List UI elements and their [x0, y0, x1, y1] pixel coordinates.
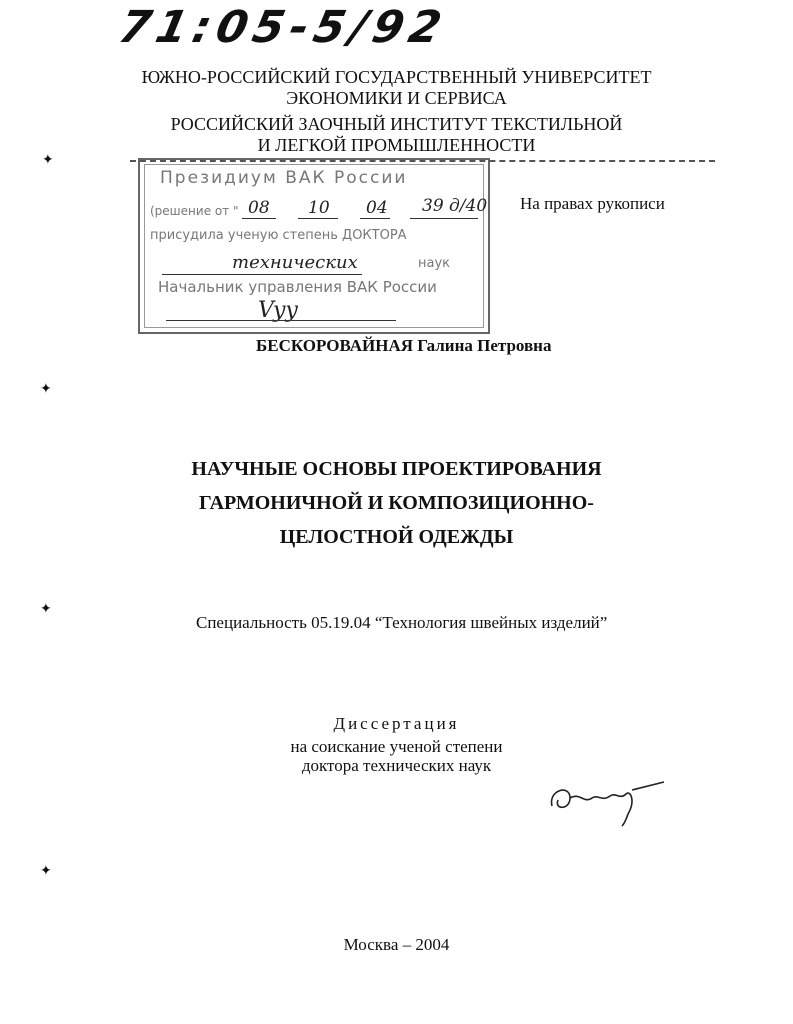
stamp-number: 39 д/40 — [422, 196, 488, 216]
dissertation-word: Диссертация — [333, 714, 460, 733]
specialty-line: Специальность 05.19.04 “Технология швейных изделий” — [196, 613, 608, 632]
dissertation-title — [0, 452, 793, 554]
institute-name-line1: РОССИЙСКИЙ ЗАОЧНЫЙ ИНСТИТУТ ТЕКСТИЛЬНОЙ — [170, 114, 623, 134]
stamp-decision-prefix: (решение от " — [150, 204, 239, 218]
stamp-science-handwritten: технических — [232, 252, 358, 273]
title-line2: ГАРМОНИЧНОЙ И КОМПОЗИЦИОННО- — [199, 492, 594, 514]
title-line3: ЦЕЛОСТНОЙ ОДЕЖДЫ — [279, 526, 514, 548]
university-name-line1: ЮЖНО-РОССИЙСКИЙ ГОСУДАРСТВЕННЫЙ УНИВЕРСИТЕТ — [141, 67, 652, 87]
stamp-signature: Vyy — [258, 298, 298, 323]
stamp-line4: наук — [418, 256, 451, 271]
margin-mark: ✦ — [40, 864, 52, 879]
stamp-day: 08 — [248, 198, 270, 218]
stamp-line3: присудила ученую степень ДОКТОРА — [150, 228, 407, 243]
title-line1: НАУЧНЫЕ ОСНОВЫ ПРОЕКТИРОВАНИЯ — [191, 458, 602, 480]
stamp-month: 10 — [308, 198, 330, 218]
stamp-line1: Президиум ВАК России — [160, 168, 408, 188]
degree-line1: на соискание ученой степени — [290, 737, 503, 756]
degree-line2: доктора технических наук — [301, 756, 492, 775]
university-name-line2: ЭКОНОМИКИ И СЕРВИСА — [286, 88, 507, 108]
author-signature — [540, 770, 670, 830]
stamp-line5: Начальник управления ВАК России — [158, 278, 437, 296]
margin-mark: ✦ — [40, 602, 52, 617]
rights-notice: На правах рукописи — [520, 194, 665, 213]
handwritten-number: 71:05-5/92 — [114, 2, 452, 53]
author-name: БЕСКОРОВАЙНАЯ Галина Петровна — [256, 336, 552, 355]
vak-stamp — [138, 158, 490, 334]
stamp-year: 04 — [366, 198, 388, 218]
margin-mark: ✦ — [40, 382, 52, 397]
institute-name-line2: И ЛЕГКОЙ ПРОМЫШЛЕННОСТИ — [257, 135, 536, 155]
margin-mark: ✦ — [42, 153, 54, 168]
city-year: Москва – 2004 — [343, 935, 450, 954]
